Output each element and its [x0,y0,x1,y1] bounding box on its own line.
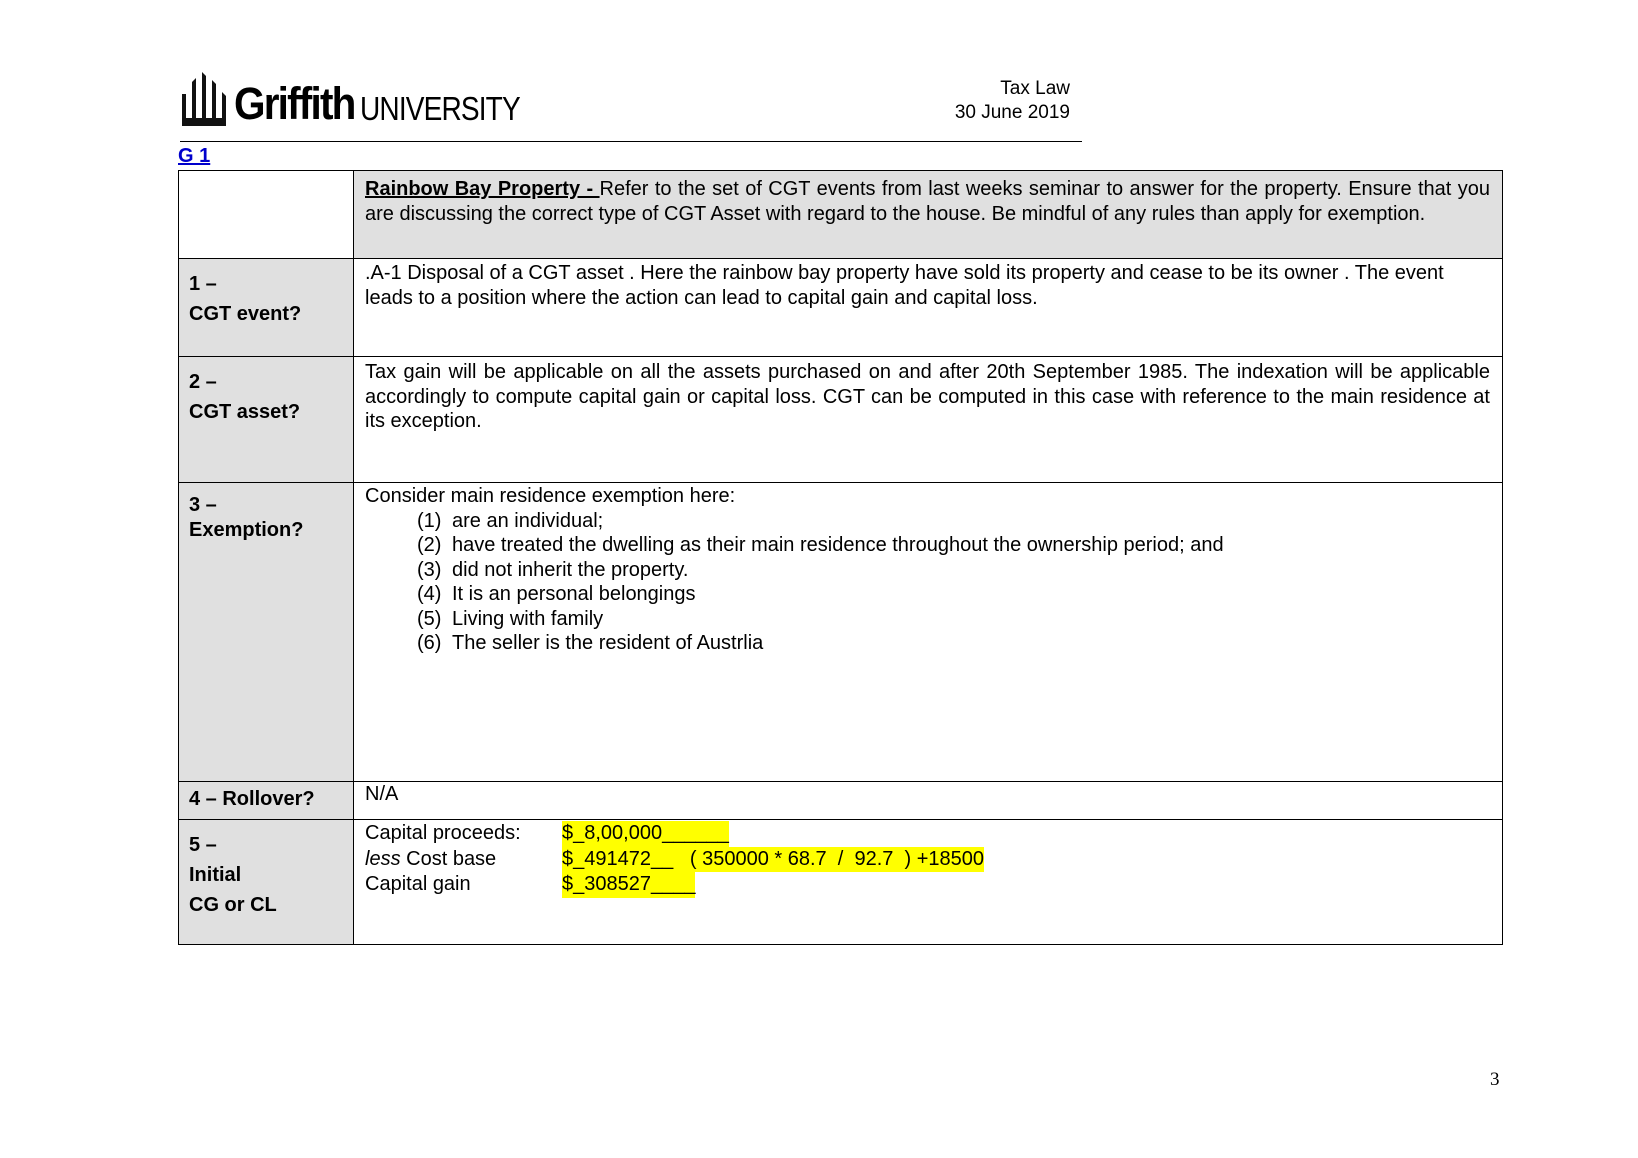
list-item: (2) have treated the dwelling as their main residence throughout the ownership period; and [417,534,1224,556]
row-label [179,259,354,357]
calc-value: $_308527____ [562,872,695,898]
table-row-rollover [179,782,1503,820]
cgt-table [178,170,1503,945]
blank-label-cell [179,171,354,259]
row-number: 2 – [189,371,217,393]
row-question: Exemption? [189,519,304,541]
header-divider [180,141,1082,142]
list-item: (1) are an individual; [417,509,604,532]
intro-text: Refer to the set of CGT events from last weeks seminar to answer for the property. Ensure that you are discussing the correct type of CGT Asset with regard to the house. Be mindful of any rules than apply for exemption. [365,178,1490,225]
row-content: N/A [354,782,1503,820]
row-question: CGT event? [189,303,302,325]
section-link[interactable]: G 1 [178,145,211,167]
document-date: 30 June 2019 [954,102,1070,123]
row-number: 5 – [189,834,217,856]
course-name: Tax Law [1000,78,1070,99]
calc-line-gain [365,872,1490,898]
row-label: 4 – Rollover? [179,782,354,820]
row-number: 3 – [189,494,217,516]
row-content [354,483,1503,782]
calc-label: Capital gain [365,873,471,895]
calc-label: less Cost base [365,847,497,870]
row-content [354,820,1503,945]
row-label [179,483,354,782]
exemption-intro: Consider main residence exemption here: [365,485,736,507]
row-question: CGT asset? [189,401,301,423]
calc-label: Capital proceeds: [365,822,521,844]
row-question: Initial [189,864,242,886]
calc-line-proceeds [365,821,1490,847]
list-item: (6) The seller is the resident of Austrlia [417,632,764,654]
list-item: (3) did not inherit the property. [417,558,689,581]
exemption-list [365,509,1490,656]
griffith-emblem-icon [178,72,230,126]
row-content: Tax gain will be applicable on all the assets purchased on and after 20th September 1985. The indexation will be applicable accordingly to compute capital gain or capital loss. CGT can be computed in this case with reference to the main residence at its exception. [354,357,1503,483]
calc-value: $_491472__ ( 350000 * 68.7 / 92.7 ) +18500 [562,847,984,873]
row-number: 1 – [189,273,217,295]
university-logo [178,70,548,129]
row-question-line2: CG or CL [189,894,277,916]
calc-value: $_8,00,000______ [562,821,729,847]
property-title: Rainbow Bay Property - [365,178,600,200]
logo-subtitle: UNIVERSITY [359,90,520,127]
table-row-initial-cg [179,820,1503,945]
logo-wordmark: Griffith [234,78,355,129]
list-item: (4) It is an personal belongings [417,583,696,605]
table-row-intro [179,171,1503,259]
intro-cell [354,171,1503,259]
calc-line-cost-base [365,847,1490,873]
table-row-cgt-asset [179,357,1503,483]
row-content: .A-1 Disposal of a CGT asset . Here the rainbow bay property have sold its property and cease to be its owner . The event leads to a position where the action can lead to capital gain and capital loss. [354,259,1503,357]
page-number: 3 [1490,1069,1500,1090]
row-label [179,820,354,945]
document-meta [955,77,1070,125]
table-row-cgt-event [179,259,1503,357]
list-item: (5) Living with family [417,607,604,630]
table-row-exemption [179,483,1503,782]
row-label [179,357,354,483]
